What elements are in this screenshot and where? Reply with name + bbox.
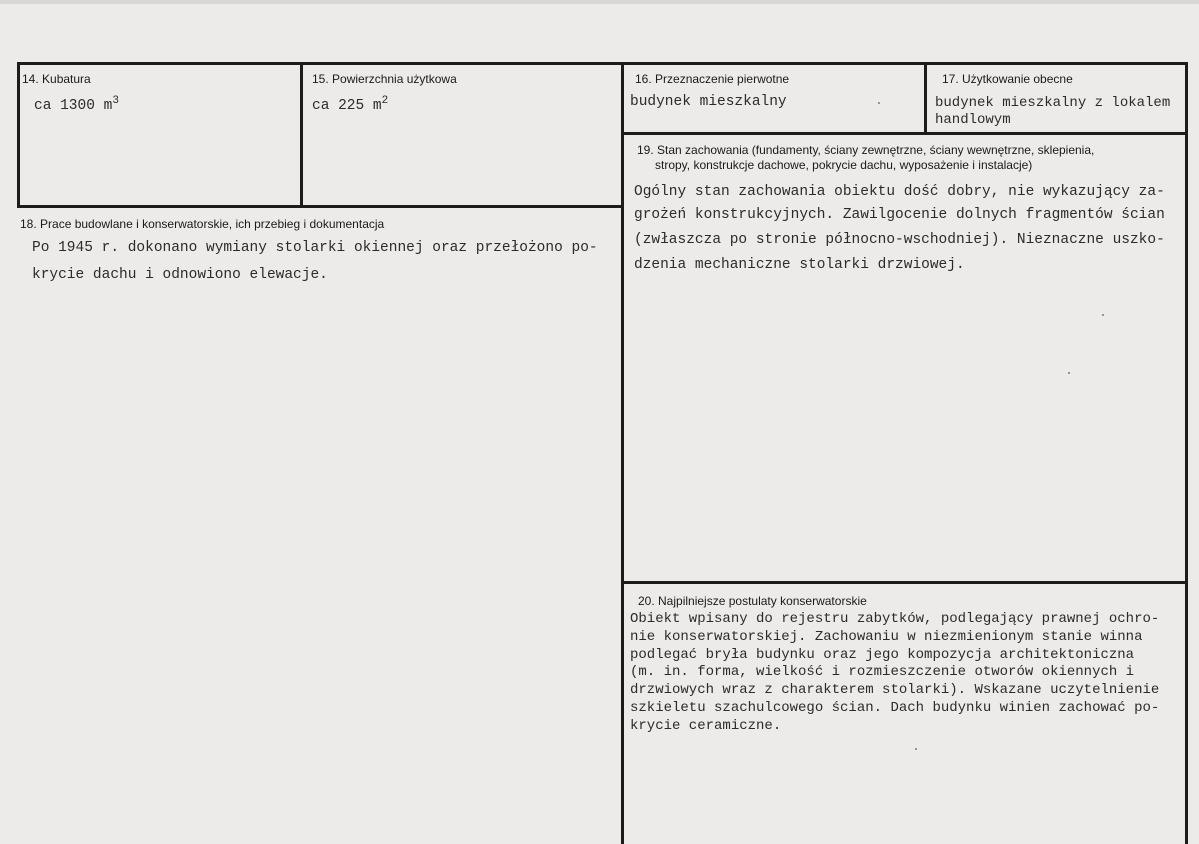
- right-rule: [1185, 62, 1188, 844]
- paper-speck: [915, 748, 917, 750]
- field-20-line-5: drzwiowych wraz z charakterem stolarki). Wskazane uczytelnienie: [630, 682, 1160, 698]
- field-16-value: budynek mieszkalny: [630, 94, 787, 110]
- left-rule: [17, 62, 20, 207]
- field-20-line-3: podlegać bryła budynku oraz jego kompozycja architektoniczna: [630, 647, 1135, 663]
- field-19-label-line-1: 19. Stan zachowania (fundamenty, ściany zewnętrzne, ściany wewnętrzne, sklepienia,: [637, 143, 1095, 157]
- field-19-label-line-2: stropy, konstrukcje dachowe, pokrycie dachu, wyposażenie i instalacje): [655, 158, 1033, 172]
- top-rule: [17, 62, 1187, 65]
- field-19-line-3: (zwłaszcza po stronie północno-wschodniej). Nieznaczne uszko-: [634, 232, 1165, 248]
- field-20-line-4: (m. in. forma, wielkość i rozmieszczenie otworów okiennych i: [630, 664, 1135, 680]
- field-20-line-1: Obiekt wpisany do rejestru zabytków, podlegający prawnej ochro-: [630, 611, 1160, 627]
- paper-speck: [1068, 372, 1070, 374]
- field-18-line-1: Po 1945 r. dokonano wymiany stolarki okiennej oraz przełożono po-: [32, 240, 598, 256]
- field-20-line-6: szkieletu szachulcowego ścian. Dach budynku winien zachować po-: [630, 700, 1160, 716]
- center-rule: [621, 62, 624, 844]
- rule-under-16-17: [621, 132, 1188, 135]
- field-20-line-2: nie konserwatorskiej. Zachowaniu w niezmienionym stanie winna: [630, 629, 1143, 645]
- card-top-edge: [0, 0, 1199, 4]
- field-14-label: 14. Kubatura: [22, 72, 91, 86]
- field-20-line-7: krycie ceramiczne.: [630, 718, 782, 734]
- divider-14-15: [300, 62, 303, 207]
- field-18-label: 18. Prace budowlane i konserwatorskie, ich przebieg i dokumentacja: [20, 217, 385, 231]
- field-17-label: 17. Użytkowanie obecne: [942, 72, 1073, 86]
- field-20-label: 20. Najpilniejsze postulaty konserwatorskie: [638, 594, 867, 608]
- field-15-label: 15. Powierzchnia użytkowa: [312, 72, 457, 86]
- field-18-line-2: krycie dachu i odnowiono elewacje.: [32, 267, 328, 283]
- field-17-line-2: handlowym: [935, 112, 1011, 128]
- field-19-line-4: dzenia mechaniczne stolarki drzwiowej.: [634, 257, 965, 273]
- rule-under-14-15: [17, 205, 624, 208]
- field-17-line-1: budynek mieszkalny z lokalem: [935, 95, 1171, 111]
- field-14-value: ca 1300 $m^3$: [34, 95, 119, 114]
- field-19-line-1: Ogólny stan zachowania obiektu dość dobry, nie wykazujący za-: [634, 184, 1165, 200]
- field-15-value: ca 225 $m^2$: [312, 95, 389, 114]
- field-19-line-2: grożeń konstrukcyjnych. Zawilgocenie dolnych fragmentów ścian: [634, 207, 1165, 223]
- divider-16-17: [924, 62, 927, 134]
- rule-above-20: [621, 581, 1188, 584]
- paper-speck: [878, 102, 880, 104]
- field-16-label: 16. Przeznaczenie pierwotne: [635, 72, 790, 86]
- paper-speck: [1102, 314, 1104, 316]
